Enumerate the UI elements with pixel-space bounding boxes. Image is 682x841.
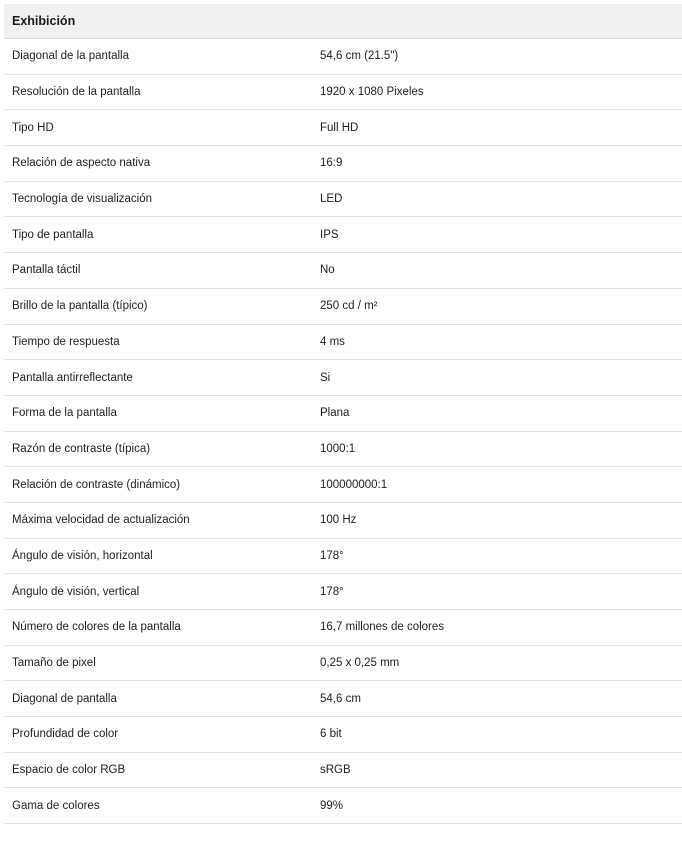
spec-label: Tamaño de pixel: [12, 657, 96, 670]
spec-row: [4, 503, 682, 539]
spec-row: [4, 467, 682, 503]
spec-label: Máxima velocidad de actualización: [12, 514, 190, 527]
spec-label: Tipo de pantalla: [12, 228, 94, 241]
spec-row: [4, 788, 682, 824]
spec-row: [4, 396, 682, 432]
spec-row: [4, 432, 682, 468]
spec-label: Relación de aspecto nativa: [12, 157, 151, 170]
spec-value: Full HD: [320, 121, 359, 134]
spec-row: [4, 146, 682, 182]
spec-value: 1920 x 1080 Pixeles: [320, 86, 424, 99]
spec-value: 16,7 millones de colores: [320, 621, 445, 634]
spec-label: Brillo de la pantalla (típico): [12, 300, 148, 313]
spec-value: 178°: [320, 585, 344, 598]
spec-value: Si: [320, 371, 331, 384]
spec-label: Diagonal de la pantalla: [12, 50, 130, 63]
spec-label: Ángulo de visión, horizontal: [12, 549, 153, 562]
spec-value: 54,6 cm (21.5"): [320, 50, 399, 63]
spec-value: 4 ms: [320, 335, 345, 348]
spec-row: [4, 360, 682, 396]
spec-value: sRGB: [320, 764, 351, 777]
spec-value: IPS: [320, 228, 339, 241]
spec-row: [4, 325, 682, 361]
spec-label: Tecnología de visualización: [12, 193, 153, 206]
spec-label: Número de colores de la pantalla: [12, 621, 181, 634]
spec-label: Pantalla antirreflectante: [12, 371, 133, 384]
spec-row: [4, 182, 682, 218]
spec-label: Diagonal de pantalla: [12, 692, 117, 705]
spec-label: Ángulo de visión, vertical: [12, 585, 140, 598]
spec-value: 6 bit: [320, 728, 342, 741]
spec-row: [4, 681, 682, 717]
spec-row: [4, 646, 682, 682]
spec-row: [4, 110, 682, 146]
spec-row: [4, 610, 682, 646]
spec-row: [4, 253, 682, 289]
spec-row: [4, 717, 682, 753]
spec-table: [4, 4, 682, 824]
spec-row: [4, 39, 682, 75]
spec-row: [4, 289, 682, 325]
spec-value: 178°: [320, 549, 344, 562]
spec-label: Razón de contraste (típica): [12, 442, 151, 455]
spec-label: Tiempo de respuesta: [12, 335, 120, 348]
spec-value: 100000000:1: [320, 478, 388, 491]
spec-row: [4, 574, 682, 610]
spec-value: No: [320, 264, 335, 277]
spec-label: Gama de colores: [12, 799, 100, 812]
section-header: [4, 4, 682, 39]
spec-label: Espacio de color RGB: [12, 764, 126, 777]
spec-value: 99%: [320, 799, 344, 812]
spec-label: Relación de contraste (dinámico): [12, 478, 181, 491]
spec-label: Forma de la pantalla: [12, 407, 117, 420]
spec-value: 100 Hz: [320, 514, 357, 527]
spec-value: 1000:1: [320, 442, 356, 455]
spec-value: LED: [320, 193, 343, 206]
spec-value: 54,6 cm: [320, 692, 361, 705]
spec-row: [4, 539, 682, 575]
spec-value: 250 cd / m²: [320, 300, 378, 313]
spec-label: Tipo HD: [12, 121, 54, 134]
spec-row: [4, 217, 682, 253]
spec-row: [4, 753, 682, 789]
spec-label: Resolución de la pantalla: [12, 86, 141, 99]
section-title: Exhibición: [12, 14, 76, 28]
spec-value: Plana: [320, 407, 350, 420]
spec-rows: [4, 39, 682, 824]
spec-value: 0,25 x 0,25 mm: [320, 657, 400, 670]
spec-row: [4, 75, 682, 111]
spec-value: 16:9: [320, 157, 343, 170]
spec-label: Pantalla táctil: [12, 264, 81, 277]
spec-label: Profundidad de color: [12, 728, 119, 741]
